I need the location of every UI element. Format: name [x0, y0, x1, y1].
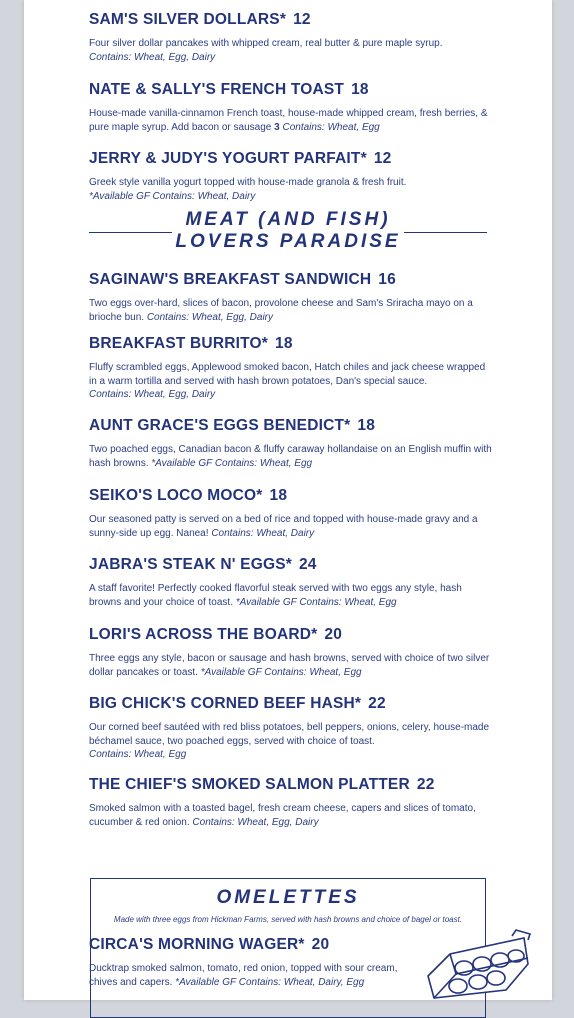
item-description: House-made vanilla-cinnamon French toast, house-made whipped cream, fresh berries, & pure maple syrup. Add bacon or sausage 3 Contains: Wheat, Egg	[89, 108, 488, 133]
menu-item-smoked-salmon-platter	[89, 776, 494, 829]
item-description: Ducktrap smoked salmon, tomato, red onion, topped with sour cream, chives and capers. *Available GF Contains: Wheat, Dairy, Egg	[89, 963, 398, 988]
menu-item-breakfast-sandwich	[89, 271, 494, 324]
omelettes-subtitle: Made with three eggs from Hickman Farms, served with hash browns and choice of bagel or toast.	[113, 915, 463, 924]
addon-price: 3	[274, 121, 280, 133]
item-description: Our seasoned patty is served on a bed of rice and topped with house-made gravy and a sunny-side up egg. Nanea! Contains: Wheat, Dairy	[89, 514, 478, 539]
menu-item-yogurt-parfait	[89, 150, 494, 203]
item-price: 12	[373, 150, 392, 167]
item-description: Three eggs any style, bacon or sausage and hash browns, served with choice of two silver dollar pancakes or toast. *Available GF Contains: Wheat, Egg	[89, 653, 490, 678]
item-title: SAGINAW'S BREAKFAST SANDWICH 16	[89, 271, 396, 288]
allergen-info: *Available GF Contains: Wheat, Egg	[235, 596, 397, 608]
menu-page	[24, 0, 552, 1000]
item-title: SEIKO'S LOCO MOCO* 18	[89, 487, 288, 504]
item-description: Fluffy scrambled eggs, Applewood smoked bacon, Hatch chiles and jack cheese wrapped in a warm tortilla and served with hash brown potatoes, Dan's special sauce. Contains: Wheat, Egg, Dairy	[89, 362, 486, 400]
allergen-info: *Available GF Contains: Wheat, Dairy	[89, 190, 256, 202]
menu-item-corned-beef-hash	[89, 695, 494, 762]
item-price: 24	[298, 556, 317, 573]
menu-item-silver-dollars	[89, 11, 494, 64]
menu-item-across-the-board	[89, 626, 494, 679]
allergen-info: *Available GF Contains: Wheat, Egg	[151, 457, 313, 469]
menu-item-loco-moco	[89, 487, 494, 540]
egg-carton-icon	[420, 928, 532, 1000]
menu-item-french-toast	[89, 81, 494, 134]
item-title: BIG CHICK'S CORNED BEEF HASH* 22	[89, 695, 386, 712]
item-title: SAM'S SILVER DOLLARS* 12	[89, 11, 311, 28]
item-title: NATE & SALLY'S FRENCH TOAST 18	[89, 81, 369, 98]
item-price: 18	[351, 81, 369, 98]
item-title: BREAKFAST BURRITO* 18	[89, 335, 293, 352]
menu-item-steak-n-eggs	[89, 556, 494, 609]
allergen-info: Contains: Wheat, Egg, Dairy	[89, 389, 216, 400]
item-title: LORI'S ACROSS THE BOARD* 20	[89, 626, 343, 643]
item-title: AUNT GRACE'S EGGS BENEDICT* 18	[89, 417, 376, 434]
omelettes-title: OMELETTES	[216, 887, 360, 908]
item-description: Two poached eggs, Canadian bacon & fluffy caraway hollandaise on an English muffin with hash browns. *Available GF Contains: Wheat, Egg	[89, 444, 492, 469]
item-price: 20	[311, 936, 330, 953]
menu-item-morning-wager	[89, 936, 419, 989]
item-price: 18	[357, 417, 376, 434]
item-description: A staff favorite! Perfectly cooked flavorful steak served with two eggs any style, hash browns and your choice of toast. *Available GF Contains: Wheat, Egg	[89, 583, 462, 608]
allergen-info: *Available GF Contains: Wheat, Egg	[200, 666, 362, 678]
item-price: 12	[293, 11, 311, 28]
allergen-info: Contains: Wheat, Egg	[89, 749, 187, 760]
item-description: Our corned beef sautéed with red bliss potatoes, bell peppers, onions, celery, house-made béchamel sauce, two poached eggs, served with choice of toast. Contains: Wheat, Egg	[89, 722, 490, 760]
allergen-info: *Available GF Contains: Wheat, Dairy, Egg	[175, 976, 365, 988]
section-heading-line1: MEAT (AND FISH)	[185, 209, 391, 230]
section-rule-right	[404, 232, 487, 233]
allergen-info: Contains: Wheat, Egg, Dairy	[89, 51, 216, 63]
allergen-info: Contains: Wheat, Egg	[282, 121, 380, 133]
item-price: 20	[324, 626, 343, 643]
item-description: Two eggs over-hard, slices of bacon, provolone cheese and Sam's Sriracha mayo on a brioche bun. Contains: Wheat, Egg, Dairy	[89, 298, 473, 323]
item-price: 18	[269, 487, 288, 504]
item-price: 22	[416, 776, 435, 793]
item-price: 16	[378, 271, 396, 288]
item-title: THE CHIEF'S SMOKED SALMON PLATTER 22	[89, 776, 435, 793]
menu-item-breakfast-burrito	[89, 335, 494, 402]
item-description: Greek style vanilla yogurt topped with house-made granola & fresh fruit. *Available GF Contains: Wheat, Dairy	[89, 177, 407, 202]
item-title: CIRCA'S MORNING WAGER* 20	[89, 936, 330, 953]
item-title: JABRA'S STEAK N' EGGS* 24	[89, 556, 317, 573]
section-heading-line2: LOVERS PARADISE	[175, 231, 401, 252]
section-heading	[88, 209, 488, 253]
item-description: Smoked salmon with a toasted bagel, fresh cream cheese, capers and slices of tomato, cucumber & red onion. Contains: Wheat, Egg, Dairy	[89, 803, 476, 828]
menu-item-eggs-benedict	[89, 417, 494, 470]
item-title: JERRY & JUDY'S YOGURT PARFAIT* 12	[89, 150, 392, 167]
item-price: 18	[275, 335, 293, 352]
allergen-info: Contains: Wheat, Egg, Dairy	[192, 816, 319, 828]
item-description: Four silver dollar pancakes with whipped cream, real butter & pure maple syrup. Contains: Wheat, Egg, Dairy	[89, 38, 443, 63]
allergen-info: Contains: Wheat, Egg, Dairy	[146, 311, 273, 323]
item-price: 22	[368, 695, 386, 712]
allergen-info: Contains: Wheat, Dairy	[211, 527, 315, 539]
